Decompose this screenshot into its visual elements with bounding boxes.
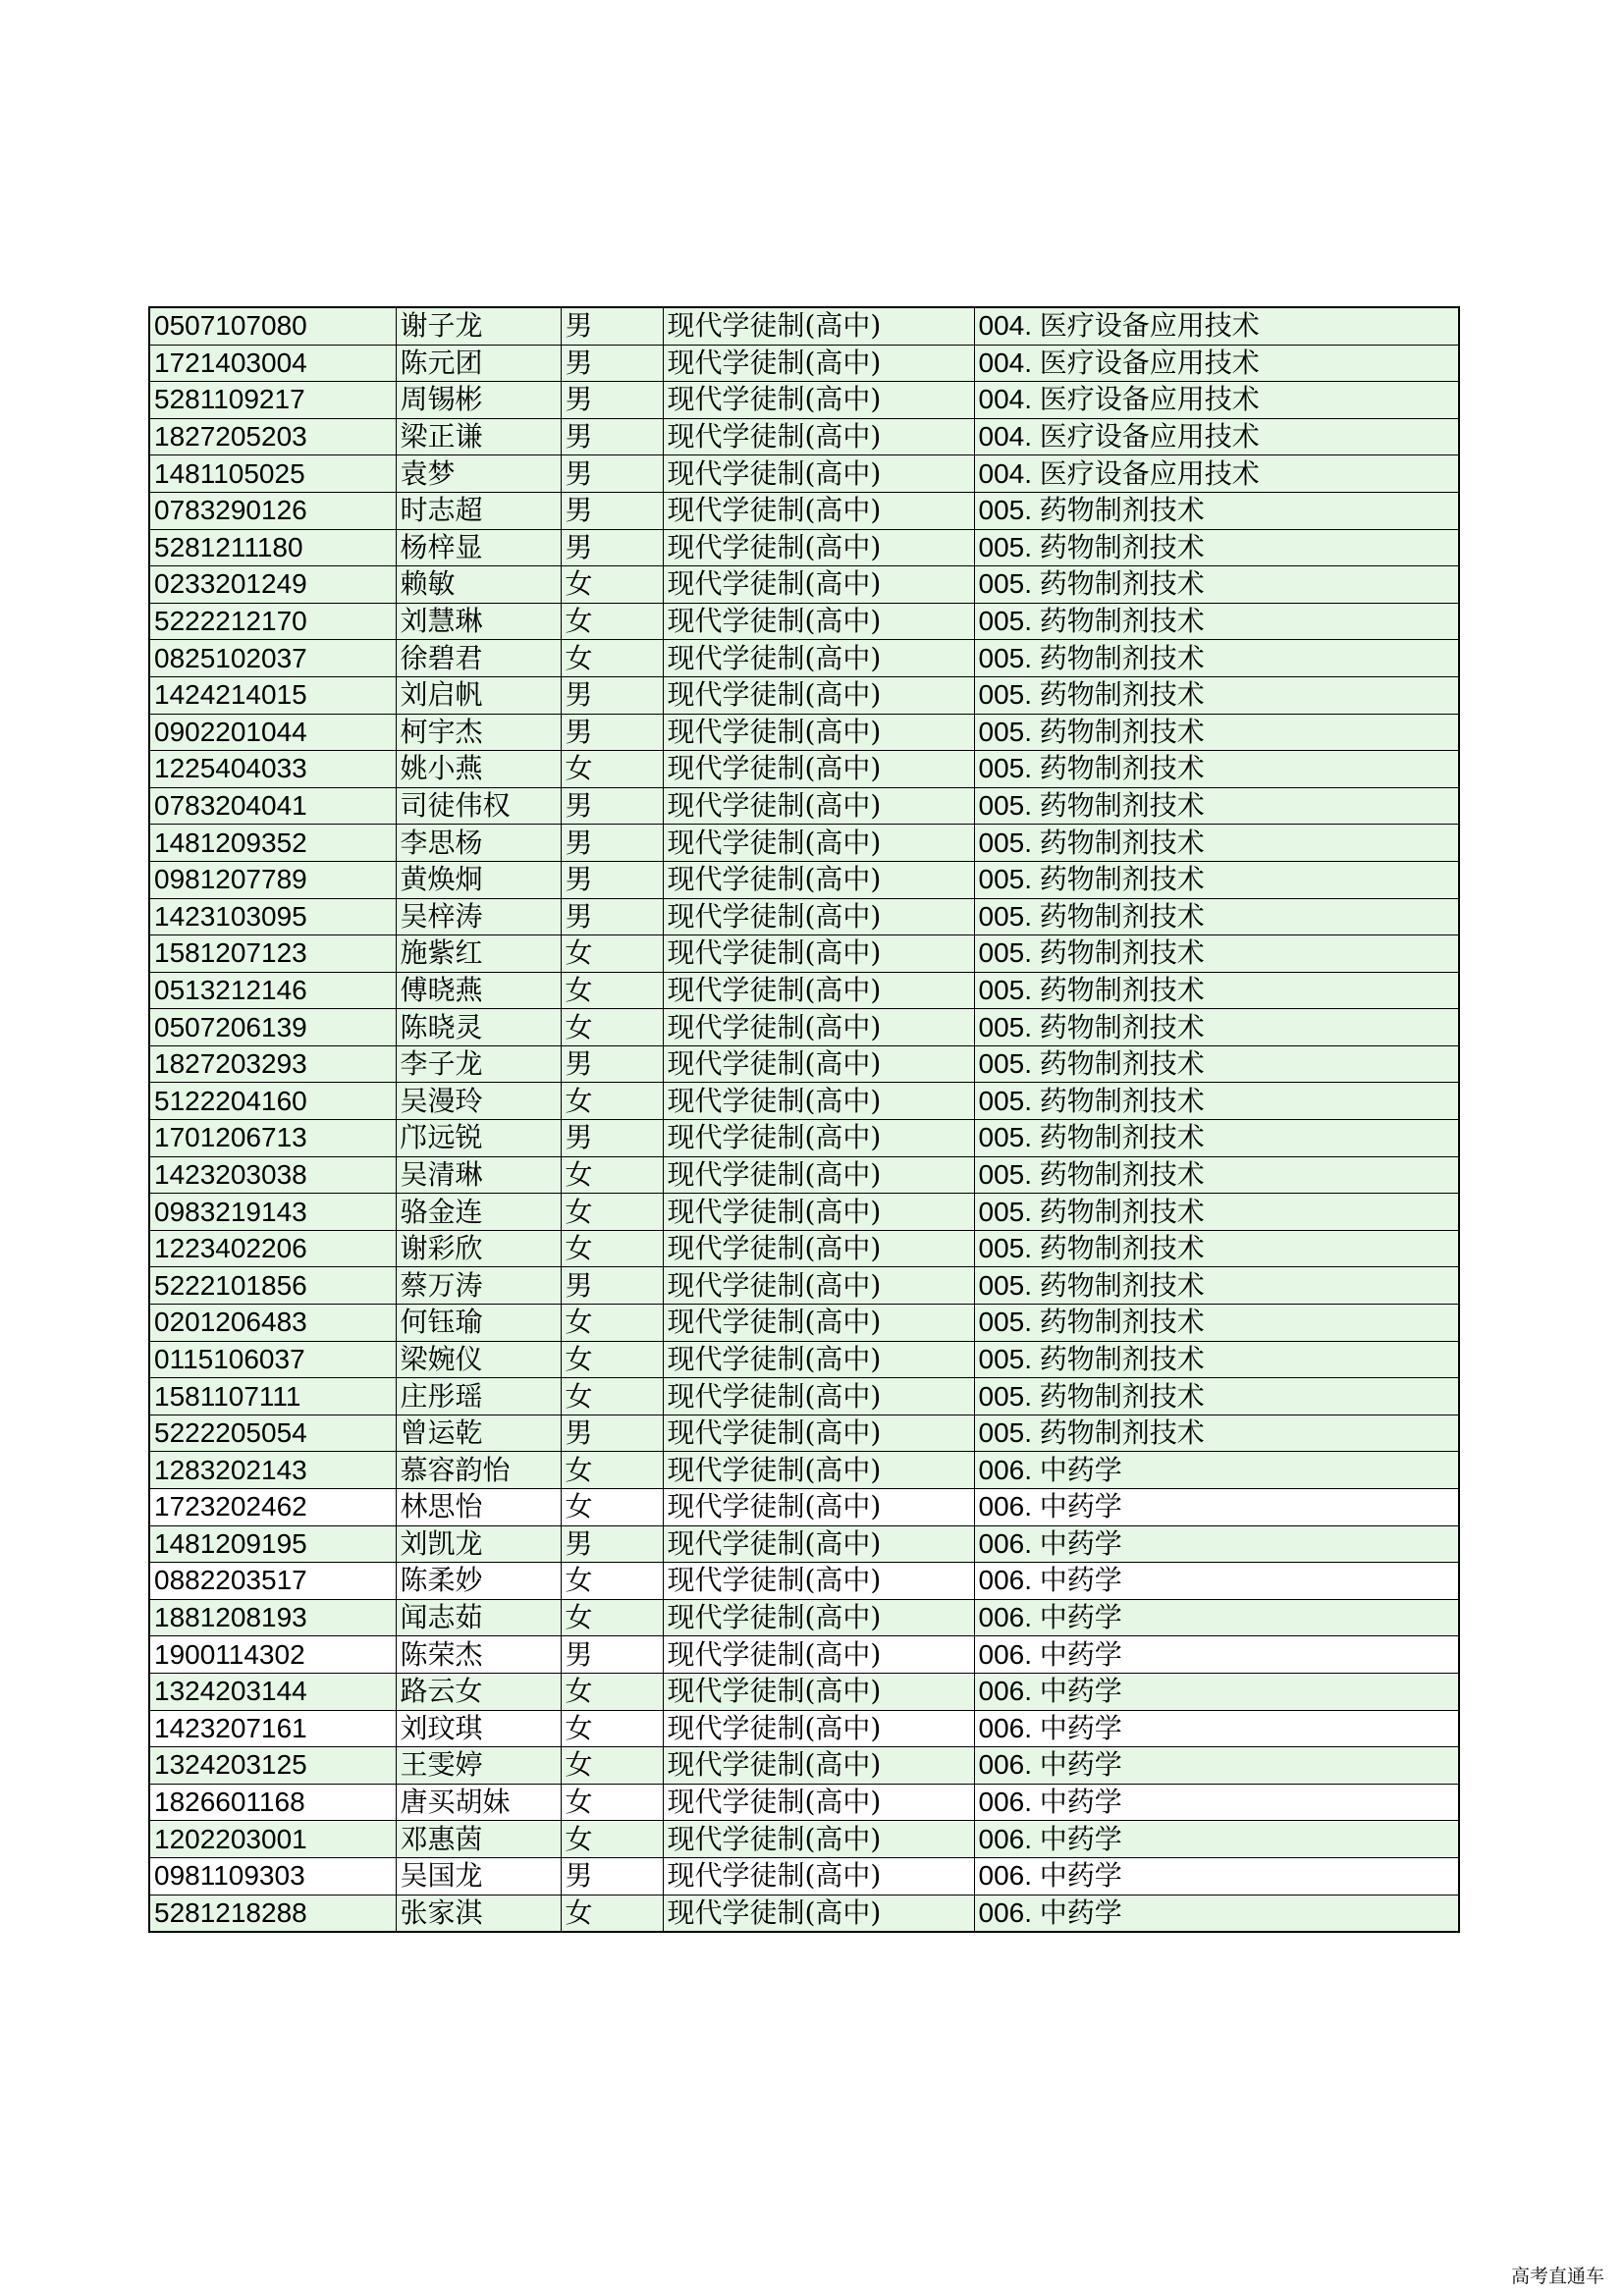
table-row	[149, 418, 1459, 455]
gender-cell: 女	[561, 1378, 663, 1415]
student-name-cell: 王雯婷	[396, 1747, 561, 1785]
table-row	[149, 1045, 1459, 1083]
gender-cell: 男	[561, 1120, 663, 1157]
major-cell: 004. 医疗设备应用技术	[974, 382, 1459, 419]
gender-cell: 男	[561, 787, 663, 825]
gender-cell: 女	[561, 603, 663, 640]
program-type-cell: 现代学徒制(高中)	[663, 1636, 974, 1674]
candidate-number-cell: 1423103095	[149, 898, 396, 935]
table-row	[149, 1710, 1459, 1747]
major-cell: 005. 药物制剂技术	[974, 603, 1459, 640]
student-name-cell: 柯宇杰	[396, 714, 561, 751]
table-row	[149, 1489, 1459, 1526]
major-cell: 006. 中药学	[974, 1747, 1459, 1785]
table-row	[149, 1194, 1459, 1231]
table-row	[149, 345, 1459, 382]
candidate-number-cell: 1424214015	[149, 676, 396, 714]
table-row	[149, 603, 1459, 640]
major-cell: 005. 药物制剂技术	[974, 1083, 1459, 1120]
candidate-number-cell: 1324203125	[149, 1747, 396, 1785]
student-name-cell: 袁梦	[396, 455, 561, 493]
candidate-number-cell: 0783204041	[149, 787, 396, 825]
student-name-cell: 骆金连	[396, 1194, 561, 1231]
candidate-number-cell: 1827203293	[149, 1045, 396, 1083]
table-row	[149, 1120, 1459, 1157]
gender-cell: 女	[561, 1194, 663, 1231]
candidate-number-cell: 5222101856	[149, 1267, 396, 1305]
major-cell: 005. 药物制剂技术	[974, 935, 1459, 973]
gender-cell: 女	[561, 1563, 663, 1600]
table-row	[149, 455, 1459, 493]
student-name-cell: 唐买胡妹	[396, 1784, 561, 1821]
major-cell: 005. 药物制剂技术	[974, 1341, 1459, 1378]
student-name-cell: 徐碧君	[396, 640, 561, 677]
program-type-cell: 现代学徒制(高中)	[663, 1045, 974, 1083]
table-row	[149, 307, 1459, 345]
candidate-number-cell: 1826601168	[149, 1784, 396, 1821]
program-type-cell: 现代学徒制(高中)	[663, 1194, 974, 1231]
student-name-cell: 刘启帆	[396, 676, 561, 714]
program-type-cell: 现代学徒制(高中)	[663, 714, 974, 751]
candidate-number-cell: 1481209352	[149, 825, 396, 862]
student-name-cell: 庄彤瑶	[396, 1378, 561, 1415]
gender-cell: 男	[561, 418, 663, 455]
candidate-number-cell: 0783290126	[149, 492, 396, 529]
major-cell: 005. 药物制剂技术	[974, 787, 1459, 825]
major-cell: 004. 医疗设备应用技术	[974, 345, 1459, 382]
admission-list-body	[149, 307, 1459, 1932]
program-type-cell: 现代学徒制(高中)	[663, 492, 974, 529]
program-type-cell: 现代学徒制(高中)	[663, 603, 974, 640]
student-name-cell: 周锡彬	[396, 382, 561, 419]
table-row	[149, 1599, 1459, 1636]
gender-cell: 女	[561, 1305, 663, 1342]
gender-cell: 男	[561, 1045, 663, 1083]
gender-cell: 女	[561, 1599, 663, 1636]
student-name-cell: 梁正谦	[396, 418, 561, 455]
table-row	[149, 1452, 1459, 1489]
gender-cell: 女	[561, 1341, 663, 1378]
student-name-cell: 梁婉仪	[396, 1341, 561, 1378]
student-name-cell: 蔡万涛	[396, 1267, 561, 1305]
major-cell: 006. 中药学	[974, 1673, 1459, 1710]
table-row	[149, 787, 1459, 825]
candidate-number-cell: 1481105025	[149, 455, 396, 493]
student-name-cell: 闻志茹	[396, 1599, 561, 1636]
gender-cell: 女	[561, 566, 663, 604]
program-type-cell: 现代学徒制(高中)	[663, 307, 974, 345]
major-cell: 005. 药物制剂技术	[974, 529, 1459, 566]
gender-cell: 男	[561, 1415, 663, 1452]
major-cell: 006. 中药学	[974, 1857, 1459, 1895]
major-cell: 005. 药物制剂技术	[974, 1194, 1459, 1231]
program-type-cell: 现代学徒制(高中)	[663, 1415, 974, 1452]
student-name-cell: 邝远锐	[396, 1120, 561, 1157]
student-name-cell: 张家淇	[396, 1895, 561, 1932]
gender-cell: 女	[561, 1452, 663, 1489]
major-cell: 005. 药物制剂技术	[974, 1009, 1459, 1046]
major-cell: 006. 中药学	[974, 1710, 1459, 1747]
program-type-cell: 现代学徒制(高中)	[663, 1489, 974, 1526]
major-cell: 005. 药物制剂技术	[974, 861, 1459, 898]
gender-cell: 女	[561, 640, 663, 677]
candidate-number-cell: 5222212170	[149, 603, 396, 640]
table-row	[149, 825, 1459, 862]
student-name-cell: 吴梓涛	[396, 898, 561, 935]
table-row	[149, 1009, 1459, 1046]
table-row	[149, 492, 1459, 529]
table-row	[149, 935, 1459, 973]
program-type-cell: 现代学徒制(高中)	[663, 1525, 974, 1563]
table-row	[149, 1230, 1459, 1267]
table-row	[149, 640, 1459, 677]
major-cell: 005. 药物制剂技术	[974, 676, 1459, 714]
candidate-number-cell: 0513212146	[149, 972, 396, 1009]
candidate-number-cell: 0983219143	[149, 1194, 396, 1231]
candidate-number-cell: 0233201249	[149, 566, 396, 604]
major-cell: 006. 中药学	[974, 1895, 1459, 1932]
table-row	[149, 1821, 1459, 1858]
student-name-cell: 林思怡	[396, 1489, 561, 1526]
gender-cell: 女	[561, 1895, 663, 1932]
program-type-cell: 现代学徒制(高中)	[663, 1378, 974, 1415]
gender-cell: 女	[561, 1009, 663, 1046]
major-cell: 005. 药物制剂技术	[974, 1045, 1459, 1083]
candidate-number-cell: 1881208193	[149, 1599, 396, 1636]
student-name-cell: 李思杨	[396, 825, 561, 862]
candidate-number-cell: 1223402206	[149, 1230, 396, 1267]
table-row	[149, 1784, 1459, 1821]
student-name-cell: 曾运乾	[396, 1415, 561, 1452]
major-cell: 005. 药物制剂技术	[974, 714, 1459, 751]
program-type-cell: 现代学徒制(高中)	[663, 935, 974, 973]
program-type-cell: 现代学徒制(高中)	[663, 345, 974, 382]
student-name-cell: 陈荣杰	[396, 1636, 561, 1674]
gender-cell: 女	[561, 1489, 663, 1526]
program-type-cell: 现代学徒制(高中)	[663, 751, 974, 788]
gender-cell: 女	[561, 1083, 663, 1120]
program-type-cell: 现代学徒制(高中)	[663, 640, 974, 677]
candidate-number-cell: 0825102037	[149, 640, 396, 677]
program-type-cell: 现代学徒制(高中)	[663, 1563, 974, 1600]
candidate-number-cell: 1481209195	[149, 1525, 396, 1563]
major-cell: 006. 中药学	[974, 1599, 1459, 1636]
student-name-cell: 吴漫玲	[396, 1083, 561, 1120]
student-name-cell: 陈元团	[396, 345, 561, 382]
table-row	[149, 676, 1459, 714]
candidate-number-cell: 1721403004	[149, 345, 396, 382]
gender-cell: 男	[561, 455, 663, 493]
program-type-cell: 现代学徒制(高中)	[663, 1341, 974, 1378]
student-name-cell: 吴国龙	[396, 1857, 561, 1895]
student-name-cell: 李子龙	[396, 1045, 561, 1083]
table-row	[149, 529, 1459, 566]
candidate-number-cell: 5281218288	[149, 1895, 396, 1932]
program-type-cell: 现代学徒制(高中)	[663, 898, 974, 935]
major-cell: 006. 中药学	[974, 1489, 1459, 1526]
student-name-cell: 陈晓灵	[396, 1009, 561, 1046]
gender-cell: 男	[561, 676, 663, 714]
gender-cell: 女	[561, 1821, 663, 1858]
program-type-cell: 现代学徒制(高中)	[663, 1267, 974, 1305]
program-type-cell: 现代学徒制(高中)	[663, 787, 974, 825]
table-row	[149, 1895, 1459, 1932]
candidate-number-cell: 1423207161	[149, 1710, 396, 1747]
table-row	[149, 566, 1459, 604]
student-name-cell: 黄焕炯	[396, 861, 561, 898]
gender-cell: 男	[561, 898, 663, 935]
major-cell: 005. 药物制剂技术	[974, 1378, 1459, 1415]
candidate-number-cell: 1581107111	[149, 1378, 396, 1415]
gender-cell: 女	[561, 972, 663, 1009]
candidate-number-cell: 1225404033	[149, 751, 396, 788]
candidate-number-cell: 0201206483	[149, 1305, 396, 1342]
gender-cell: 男	[561, 714, 663, 751]
student-name-cell: 何钰瑜	[396, 1305, 561, 1342]
gender-cell: 女	[561, 1784, 663, 1821]
gender-cell: 女	[561, 1747, 663, 1785]
major-cell: 005. 药物制剂技术	[974, 1267, 1459, 1305]
major-cell: 005. 药物制剂技术	[974, 1305, 1459, 1342]
candidate-number-cell: 1283202143	[149, 1452, 396, 1489]
major-cell: 004. 医疗设备应用技术	[974, 418, 1459, 455]
table-row	[149, 1341, 1459, 1378]
table-row	[149, 1156, 1459, 1194]
gender-cell: 男	[561, 1636, 663, 1674]
program-type-cell: 现代学徒制(高中)	[663, 566, 974, 604]
gender-cell: 男	[561, 529, 663, 566]
candidate-number-cell: 1723202462	[149, 1489, 396, 1526]
candidate-number-cell: 5281211180	[149, 529, 396, 566]
gender-cell: 男	[561, 861, 663, 898]
candidate-number-cell: 1701206713	[149, 1120, 396, 1157]
program-type-cell: 现代学徒制(高中)	[663, 1083, 974, 1120]
candidate-number-cell: 1202203001	[149, 1821, 396, 1858]
program-type-cell: 现代学徒制(高中)	[663, 529, 974, 566]
student-name-cell: 刘慧琳	[396, 603, 561, 640]
major-cell: 006. 中药学	[974, 1821, 1459, 1858]
table-row	[149, 1747, 1459, 1785]
student-name-cell: 施紫红	[396, 935, 561, 973]
program-type-cell: 现代学徒制(高中)	[663, 382, 974, 419]
gender-cell: 男	[561, 382, 663, 419]
gender-cell: 女	[561, 1230, 663, 1267]
student-name-cell: 杨梓显	[396, 529, 561, 566]
table-row	[149, 1305, 1459, 1342]
table-row	[149, 1415, 1459, 1452]
major-cell: 005. 药物制剂技术	[974, 1230, 1459, 1267]
gender-cell: 女	[561, 1710, 663, 1747]
student-name-cell: 刘玟琪	[396, 1710, 561, 1747]
gender-cell: 男	[561, 345, 663, 382]
table-row	[149, 1857, 1459, 1895]
program-type-cell: 现代学徒制(高中)	[663, 1230, 974, 1267]
student-name-cell: 谢彩欣	[396, 1230, 561, 1267]
candidate-number-cell: 0981109303	[149, 1857, 396, 1895]
table-row	[149, 1673, 1459, 1710]
student-name-cell: 刘凯龙	[396, 1525, 561, 1563]
student-name-cell: 傅晓燕	[396, 972, 561, 1009]
student-name-cell: 慕容韵怡	[396, 1452, 561, 1489]
gender-cell: 女	[561, 935, 663, 973]
gender-cell: 女	[561, 1156, 663, 1194]
student-name-cell: 时志超	[396, 492, 561, 529]
major-cell: 005. 药物制剂技术	[974, 1156, 1459, 1194]
student-name-cell: 邓惠茵	[396, 1821, 561, 1858]
major-cell: 006. 中药学	[974, 1784, 1459, 1821]
candidate-number-cell: 0902201044	[149, 714, 396, 751]
major-cell: 006. 中药学	[974, 1525, 1459, 1563]
candidate-number-cell: 1423203038	[149, 1156, 396, 1194]
program-type-cell: 现代学徒制(高中)	[663, 418, 974, 455]
candidate-number-cell: 5281109217	[149, 382, 396, 419]
program-type-cell: 现代学徒制(高中)	[663, 1747, 974, 1785]
student-name-cell: 司徒伟权	[396, 787, 561, 825]
table-row	[149, 1083, 1459, 1120]
major-cell: 005. 药物制剂技术	[974, 751, 1459, 788]
program-type-cell: 现代学徒制(高中)	[663, 455, 974, 493]
candidate-number-cell: 1827205203	[149, 418, 396, 455]
program-type-cell: 现代学徒制(高中)	[663, 1120, 974, 1157]
major-cell: 005. 药物制剂技术	[974, 640, 1459, 677]
gender-cell: 男	[561, 492, 663, 529]
major-cell: 005. 药物制剂技术	[974, 825, 1459, 862]
program-type-cell: 现代学徒制(高中)	[663, 1305, 974, 1342]
table-row	[149, 1636, 1459, 1674]
program-type-cell: 现代学徒制(高中)	[663, 1710, 974, 1747]
major-cell: 004. 医疗设备应用技术	[974, 455, 1459, 493]
program-type-cell: 现代学徒制(高中)	[663, 1673, 974, 1710]
student-name-cell: 吴清琳	[396, 1156, 561, 1194]
student-name-cell: 赖敏	[396, 566, 561, 604]
candidate-number-cell: 5122204160	[149, 1083, 396, 1120]
student-name-cell: 路云女	[396, 1673, 561, 1710]
candidate-number-cell: 0507206139	[149, 1009, 396, 1046]
candidate-number-cell: 0115106037	[149, 1341, 396, 1378]
table-row	[149, 898, 1459, 935]
program-type-cell: 现代学徒制(高中)	[663, 676, 974, 714]
gender-cell: 男	[561, 307, 663, 345]
program-type-cell: 现代学徒制(高中)	[663, 1857, 974, 1895]
program-type-cell: 现代学徒制(高中)	[663, 1895, 974, 1932]
program-type-cell: 现代学徒制(高中)	[663, 1156, 974, 1194]
candidate-number-cell: 1900114302	[149, 1636, 396, 1674]
program-type-cell: 现代学徒制(高中)	[663, 1452, 974, 1489]
table-row	[149, 1267, 1459, 1305]
major-cell: 004. 医疗设备应用技术	[974, 307, 1459, 345]
gender-cell: 男	[561, 1857, 663, 1895]
student-name-cell: 陈柔妙	[396, 1563, 561, 1600]
table-row	[149, 861, 1459, 898]
major-cell: 005. 药物制剂技术	[974, 492, 1459, 529]
major-cell: 006. 中药学	[974, 1452, 1459, 1489]
candidate-number-cell: 0507107080	[149, 307, 396, 345]
admission-list-table	[148, 306, 1460, 1933]
watermark-text: 高考直通车	[1510, 2266, 1604, 2287]
table-row	[149, 1563, 1459, 1600]
major-cell: 005. 药物制剂技术	[974, 898, 1459, 935]
gender-cell: 男	[561, 825, 663, 862]
major-cell: 006. 中药学	[974, 1636, 1459, 1674]
candidate-number-cell: 5222205054	[149, 1415, 396, 1452]
table-row	[149, 972, 1459, 1009]
candidate-number-cell: 1581207123	[149, 935, 396, 973]
program-type-cell: 现代学徒制(高中)	[663, 825, 974, 862]
candidate-number-cell: 0882203517	[149, 1563, 396, 1600]
program-type-cell: 现代学徒制(高中)	[663, 861, 974, 898]
student-name-cell: 姚小燕	[396, 751, 561, 788]
program-type-cell: 现代学徒制(高中)	[663, 972, 974, 1009]
candidate-number-cell: 1324203144	[149, 1673, 396, 1710]
gender-cell: 男	[561, 1525, 663, 1563]
program-type-cell: 现代学徒制(高中)	[663, 1821, 974, 1858]
major-cell: 005. 药物制剂技术	[974, 566, 1459, 604]
table-row	[149, 714, 1459, 751]
program-type-cell: 现代学徒制(高中)	[663, 1599, 974, 1636]
major-cell: 005. 药物制剂技术	[974, 972, 1459, 1009]
gender-cell: 女	[561, 751, 663, 788]
student-name-cell: 谢子龙	[396, 307, 561, 345]
major-cell: 005. 药物制剂技术	[974, 1415, 1459, 1452]
program-type-cell: 现代学徒制(高中)	[663, 1009, 974, 1046]
gender-cell: 女	[561, 1673, 663, 1710]
candidate-number-cell: 0981207789	[149, 861, 396, 898]
table-row	[149, 751, 1459, 788]
table-row	[149, 382, 1459, 419]
gender-cell: 男	[561, 1267, 663, 1305]
major-cell: 005. 药物制剂技术	[974, 1120, 1459, 1157]
table-row	[149, 1525, 1459, 1563]
program-type-cell: 现代学徒制(高中)	[663, 1784, 974, 1821]
major-cell: 006. 中药学	[974, 1563, 1459, 1600]
table-row	[149, 1378, 1459, 1415]
